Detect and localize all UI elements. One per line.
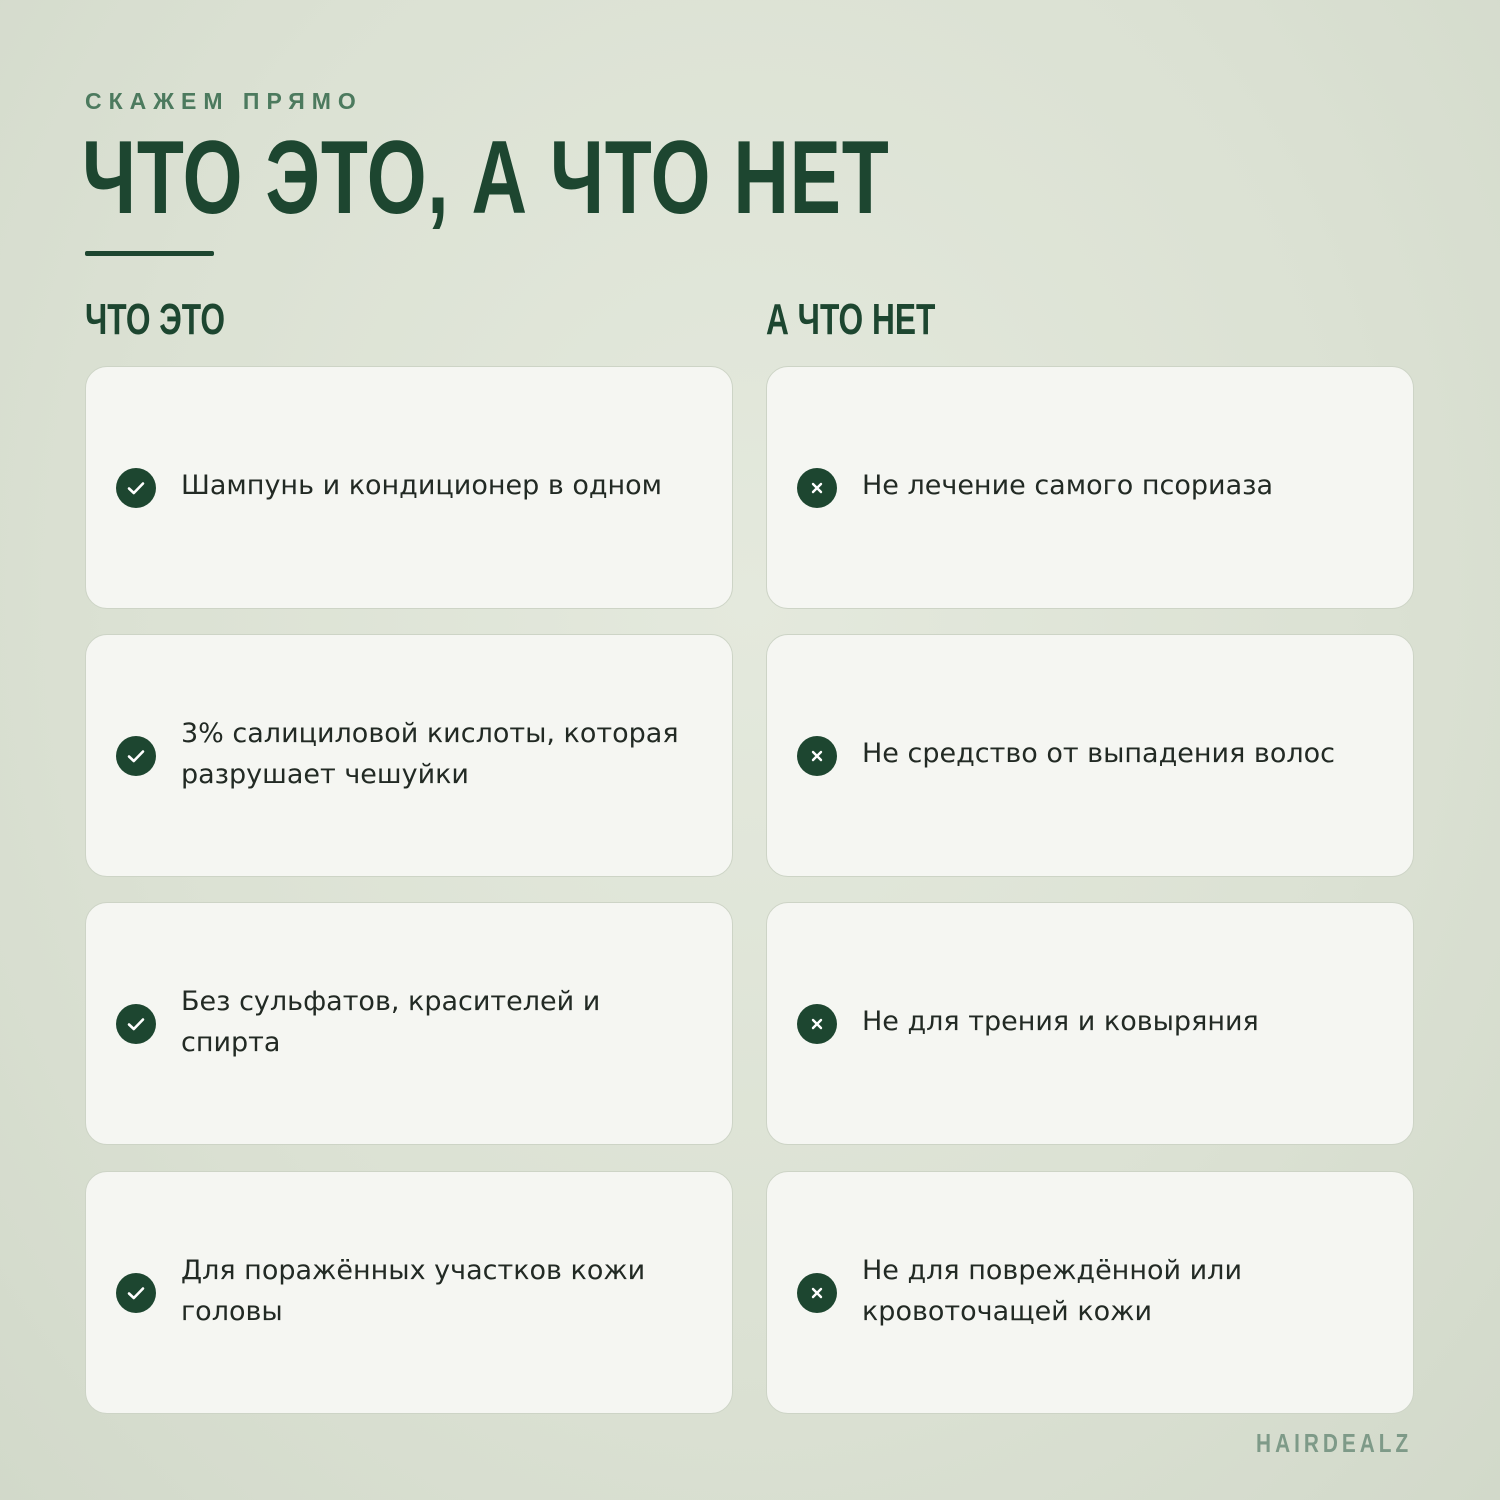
is-not-card-text: Не для трения и ковыряния xyxy=(862,1006,1259,1037)
is-card xyxy=(85,1171,733,1414)
check-icon xyxy=(116,1004,156,1044)
is-not-card-text: Не средство от выпадения волос xyxy=(862,738,1335,769)
column-heading-is: ЧТО ЭТО xyxy=(85,295,226,344)
brand-logo: HAIRDEALZ xyxy=(1255,1428,1412,1458)
x-icon xyxy=(797,1273,837,1313)
check-icon xyxy=(116,1273,156,1313)
is-not-card xyxy=(766,634,1414,877)
is-not-card-text: Не лечение самого псориаза xyxy=(862,470,1274,501)
x-icon xyxy=(797,468,837,508)
is-not-card-text: Не для повреждённой или кровоточащей кожи xyxy=(862,1254,1242,1327)
title-underline xyxy=(85,251,214,256)
is-card xyxy=(85,902,733,1145)
is-not-card xyxy=(766,366,1414,609)
is-card-text: 3% салициловой кислоты, которая разрушает чешуйки xyxy=(181,717,679,790)
is-card-text: Шампунь и кондиционер в одном xyxy=(181,470,663,501)
is-card-text: Без сульфатов, красителей и спирта xyxy=(181,985,601,1058)
is-not-card xyxy=(766,902,1414,1145)
is-card xyxy=(85,634,733,877)
x-icon xyxy=(797,736,837,776)
is-card-text: Для поражённых участков кожи головы xyxy=(181,1254,646,1327)
is-not-card xyxy=(766,1171,1414,1414)
eyebrow: СКАЖЕМ ПРЯМО xyxy=(85,88,363,114)
page-title: ЧТО ЭТО, А ЧТО НЕТ xyxy=(82,120,890,236)
check-icon xyxy=(116,468,156,508)
is-card xyxy=(85,366,733,609)
column-heading-is-not: А ЧТО НЕТ xyxy=(766,295,936,344)
x-icon xyxy=(797,1004,837,1044)
check-icon xyxy=(116,736,156,776)
